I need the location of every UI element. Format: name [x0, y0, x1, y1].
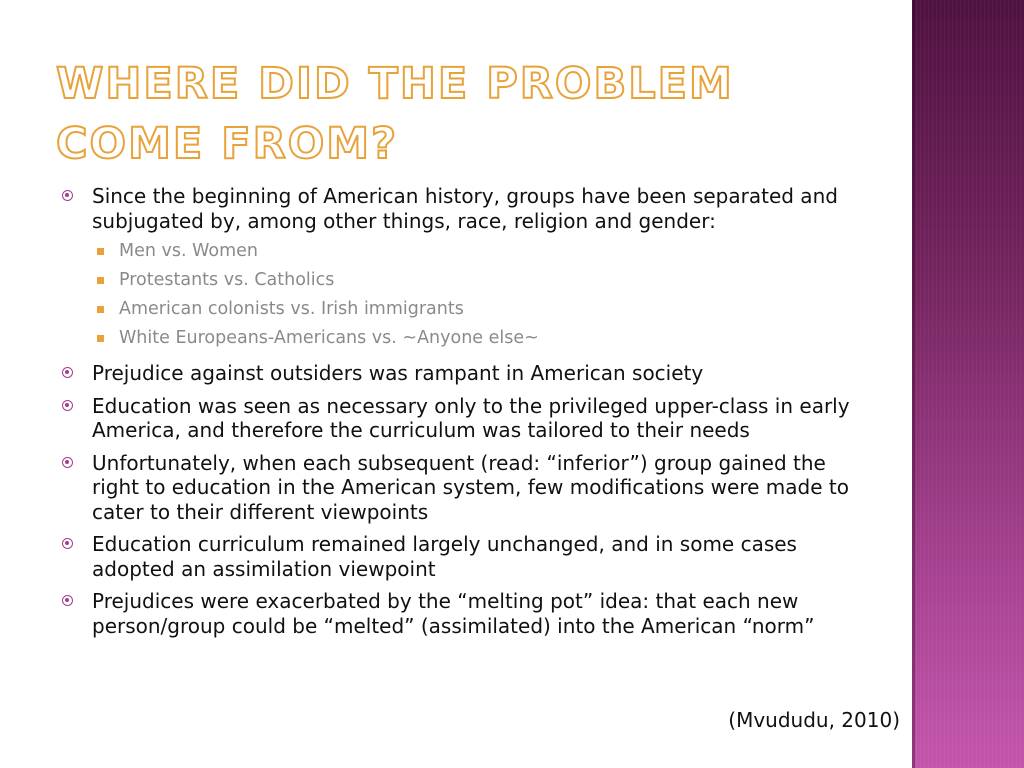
- bullet-list: [62, 184, 852, 638]
- sub-bullet-text: Men vs. Women: [119, 241, 259, 261]
- side-panel-edge: [912, 0, 915, 768]
- sub-bullet-item: [92, 295, 852, 324]
- slide-body: [62, 184, 852, 646]
- square-icon: [97, 335, 104, 342]
- bullet-text: Since the beginning of American history, groups have been separated and subjugated by, among other things, race, religion and gender:: [92, 184, 838, 233]
- circle-dot-icon: [62, 367, 73, 378]
- circle-dot-icon: [62, 400, 73, 411]
- square-icon: [97, 248, 104, 255]
- sub-bullet-item: [92, 237, 852, 266]
- sub-bullet-text: Protestants vs. Catholics: [119, 270, 335, 290]
- bullet-item: [62, 589, 852, 638]
- bullet-text: Unfortunately, when each subsequent (read: “inferior”) group gained the right to education in the American system, few modifications were made to cater to their different viewpoints: [92, 450, 849, 524]
- circle-dot-icon: [62, 595, 73, 606]
- sub-bullet-text: White Europeans-Americans vs. ~Anyone else~: [119, 328, 539, 348]
- bullet-text: Education was seen as necessary only to the privileged upper-class in early America, and therefore the curriculum was tailored to their needs: [92, 393, 850, 442]
- sub-bullet-text: American colonists vs. Irish immigrants: [119, 299, 464, 319]
- side-panel-texture: [912, 0, 1024, 768]
- circle-dot-icon: [62, 538, 73, 549]
- square-icon: [97, 306, 104, 313]
- bullet-item: [62, 184, 852, 353]
- sub-bullet-item: [92, 324, 852, 353]
- circle-dot-icon: [62, 190, 73, 201]
- bullet-text: Prejudices were exacerbated by the “melting pot” idea: that each new person/group could be “melted” (assimilated) into the American “norm”: [92, 589, 815, 638]
- bullet-text: Education curriculum remained largely unchanged, and in some cases adopted an assimilation viewpoint: [92, 532, 797, 581]
- side-decoration-panel: [912, 0, 1024, 768]
- bullet-item: [62, 532, 852, 581]
- bullet-item: [62, 361, 852, 386]
- bullet-item: [62, 451, 852, 525]
- circle-dot-icon: [62, 457, 73, 468]
- slide-title: WHERE DID THE PROBLEM COME FROM?: [56, 59, 734, 169]
- bullet-text: Prejudice against outsiders was rampant in American society: [92, 361, 704, 385]
- sub-bullet-list: [92, 237, 852, 353]
- sub-bullet-item: [92, 266, 852, 295]
- citation: (Mvududu, 2010): [728, 708, 900, 732]
- square-icon: [97, 277, 104, 284]
- bullet-item: [62, 394, 852, 443]
